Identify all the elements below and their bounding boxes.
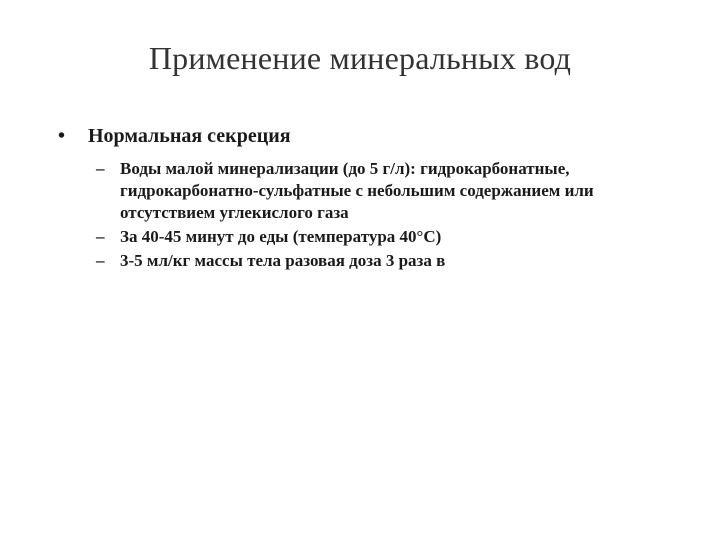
sub-bullet-text: 3-5 мл/кг массы тела разовая доза 3 раза в: [120, 251, 446, 270]
bullet-icon: •: [58, 125, 66, 147]
sub-bullet-list: [58, 158, 668, 272]
sub-bullet-item: [58, 158, 668, 224]
bullet-text: Нормальная секреция: [88, 125, 291, 147]
sub-bullet-item: [58, 250, 668, 272]
dash-icon: –: [96, 227, 105, 246]
dash-icon: –: [96, 159, 105, 178]
sub-bullet-item: [58, 226, 668, 248]
slide-content: [58, 122, 668, 274]
dash-icon: –: [96, 251, 105, 270]
sub-bullet-text: Воды малой минерализации (до 5 г/л): гидрокарбонатные, гидрокарбонатно-сульфатные с небольшим содержанием или отсутствием углекислого газа: [120, 159, 594, 222]
slide-title: Применение минеральных вод: [148, 40, 572, 76]
sub-bullet-text: За 40-45 минут до еды (температура 40°С): [120, 227, 442, 246]
bullet-item-normal-secretion: [58, 122, 668, 150]
